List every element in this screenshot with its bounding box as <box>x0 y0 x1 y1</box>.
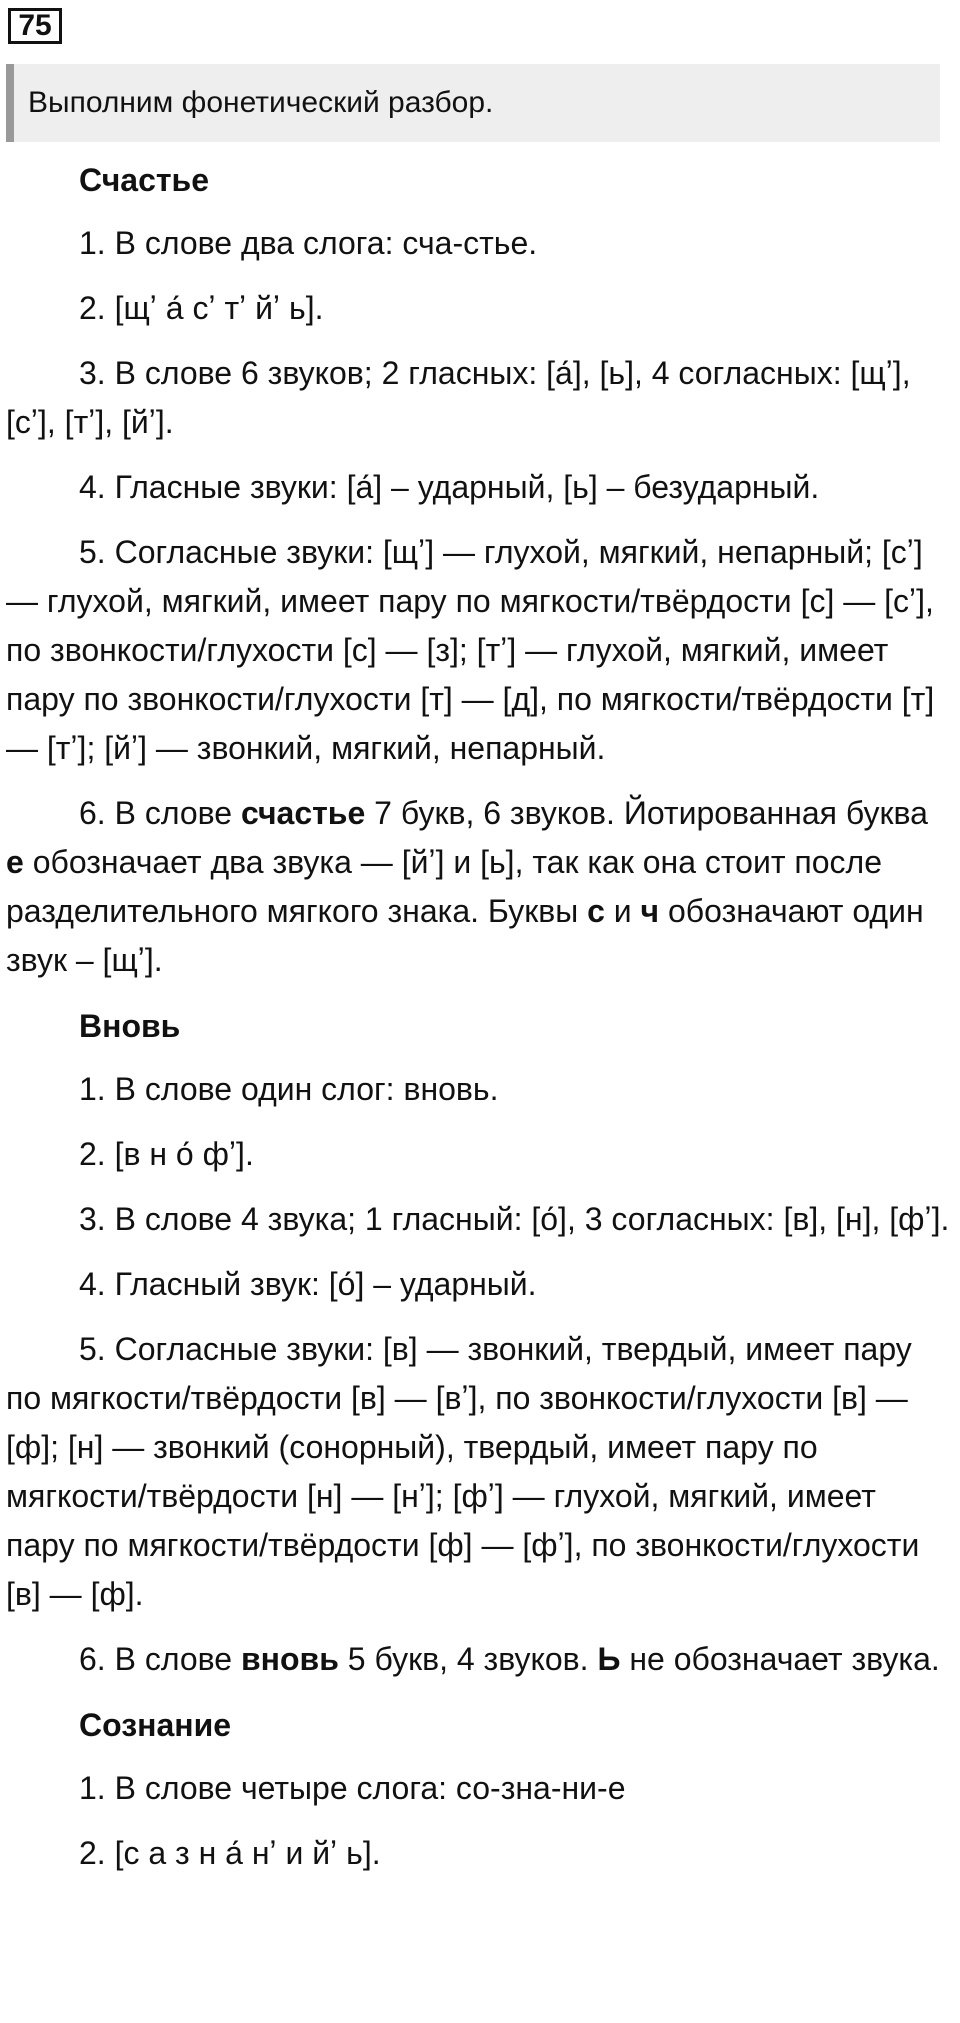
analysis-item: 1. В слове два слога: сча-стье. <box>79 225 538 261</box>
text-fragment: обозначают один звук – [щʼ]. <box>6 893 924 978</box>
bold-letter: ч <box>640 893 660 929</box>
word-heading-schastye: Счастье <box>79 162 209 198</box>
analysis-item: 1. В слове четыре слога: со-зна-ни-е <box>79 1770 626 1806</box>
analysis-item: 2. [в н о́ фʼ]. <box>79 1136 254 1172</box>
task-number: 75 <box>8 8 62 44</box>
phonetic-analysis <box>6 155 952 1894</box>
analysis-item: 5. Согласные звуки: [в] — звонкий, твердый, имеет пару по мягкости/твёрдости [в] — [вʼ], по звонкости/глухости [в] — [ф]; [н] — звонкий (сонорный), твердый, имеет пару по мягкости/твёрдости [н] — [нʼ]; [фʼ] — глухой, мягкий, имеет пару по мягкости/твёрдости [ф] — [фʼ], по звонкости/глухости [в] — [ф]. <box>6 1331 920 1612</box>
analysis-item-letters <box>6 1635 952 1684</box>
analysis-item: 2. [с а з н а́ нʼ и йʼ ь]. <box>79 1835 381 1871</box>
analysis-item: 1. В слове один слог: вновь. <box>79 1071 499 1107</box>
word-heading-vnov: Вновь <box>79 1008 181 1044</box>
text-fragment: 6. В слове <box>79 1641 241 1677</box>
text-fragment: 6. В слове <box>79 795 241 831</box>
text-fragment: и <box>604 893 641 929</box>
intro-block: Выполним фонетический разбор. <box>6 64 940 142</box>
bold-word: счастье <box>240 795 366 831</box>
word-heading-soznanie: Сознание <box>79 1707 232 1743</box>
bold-letter: с <box>587 893 605 929</box>
analysis-item: 3. В слове 6 звуков; 2 гласных: [а́], [ь], 4 согласных: [щʼ], [сʼ], [тʼ], [йʼ]. <box>6 355 911 440</box>
text-fragment: 7 букв, 6 звуков. Йотированная буква <box>365 795 928 831</box>
analysis-item-letters <box>6 789 952 985</box>
bold-word: вновь <box>240 1641 339 1677</box>
bold-letter: е <box>6 844 24 880</box>
analysis-item: 4. Гласный звук: [о́] – ударный. <box>79 1266 537 1302</box>
text-fragment: 5 букв, 4 звуков. <box>338 1641 598 1677</box>
text-fragment: не обозначает звука. <box>620 1641 940 1677</box>
text-fragment: обозначает два звука — [йʼ] и [ь], так как она стоит после разделительного мягкого знака. Буквы <box>6 844 882 929</box>
analysis-item: 3. В слове 4 звука; 1 гласный: [о́], 3 согласных: [в], [н], [фʼ]. <box>79 1201 950 1237</box>
analysis-item: 4. Гласные звуки: [а́] – ударный, [ь] – безударный. <box>79 469 820 505</box>
analysis-item: 5. Согласные звуки: [щʼ] — глухой, мягкий, непарный; [сʼ] — глухой, мягкий, имеет пару по мягкости/твёрдости [с] — [сʼ], по звонкости/глухости [с] — [з]; [тʼ] — глухой, мягкий, имеет пару по звонкости/глухости [т] — [д], по мягкости/твёрдости [т] — [тʼ]; [йʼ] — звонкий, мягкий, непарный. <box>6 534 935 766</box>
bold-letter: Ь <box>597 1641 621 1677</box>
analysis-item: 2. [щʼ а́ сʼ тʼ йʼ ь]. <box>79 290 324 326</box>
